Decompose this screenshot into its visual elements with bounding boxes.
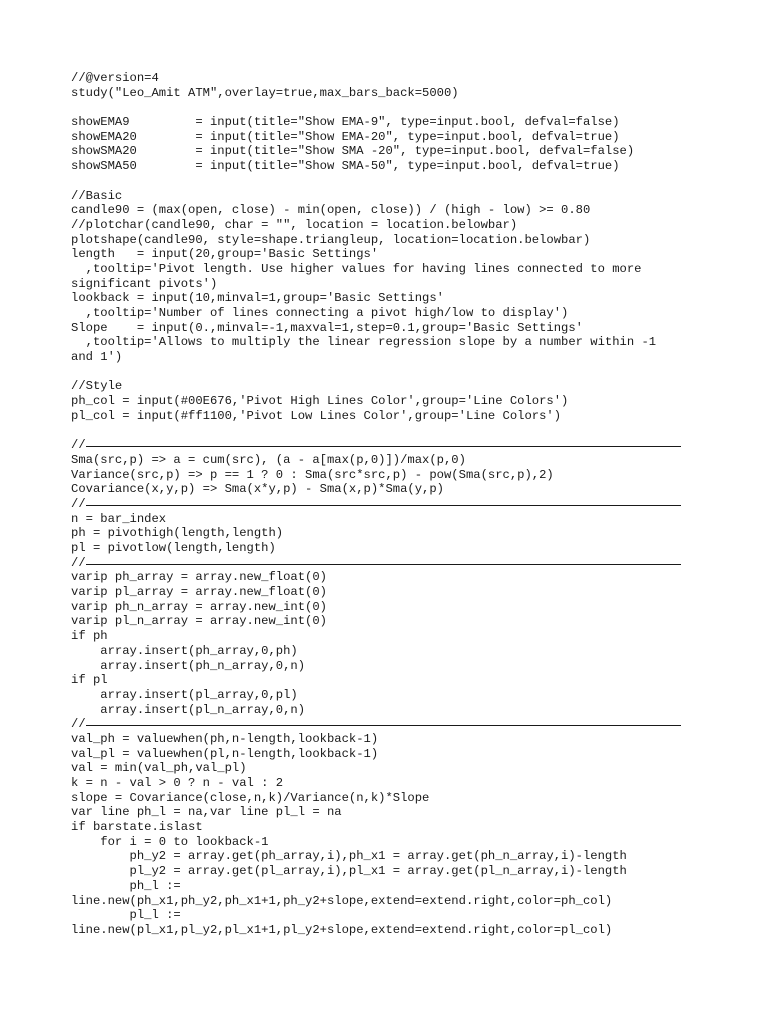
code-line: array.insert(ph_n_array,0,n) (71, 658, 306, 673)
code-line: ,tooltip='Number of lines connecting a pivot high/low to display') (71, 306, 569, 320)
code-line: Sma(src,p) => a = cum(src), (a - a[max(p,0)])/max(p,0) (71, 452, 466, 467)
code-line: val_ph = valuewhen(ph,n-length,lookback-1) (71, 731, 379, 746)
code-line: ,tooltip='Allows to multiply the linear regression slope by a number within -1 (71, 335, 657, 350)
code-line: ph = pivothigh(length,length) (71, 526, 284, 541)
code-line: val = min(val_ph,val_pl) (71, 761, 247, 776)
code-line: showSMA50 = input(title="Show SMA-50", type=input.bool, defval=true) (71, 159, 620, 174)
code-line: array.insert(pl_array,0,pl) (71, 687, 298, 702)
code-line: length = input(20,group='Basic Settings' (71, 247, 379, 262)
code-line: array.insert(pl_n_array,0,n) (71, 702, 306, 717)
code-line: varip pl_n_array = array.new_int(0) (71, 614, 327, 629)
code-line: study("Leo_Amit ATM",overlay=true,max_bars_back=5000) (71, 85, 459, 100)
code-line: if ph (71, 629, 108, 644)
code-line: ,tooltip='Pivot length. Use higher values for having lines connected to more (71, 261, 642, 276)
code-line: var line ph_l = na,var line pl_l = na (71, 805, 342, 820)
code-text: // (71, 555, 86, 570)
code-line: plotshape(candle90, style=shape.triangleup, location=location.belowbar) (71, 232, 591, 247)
code-line: pl_col = input(#ff1100,'Pivot Low Lines Color',group='Line Colors') (71, 408, 562, 423)
code-line: for i = 0 to lookback-1 (71, 834, 269, 849)
code-line: n = bar_index (71, 511, 167, 526)
code-line: varip pl_array = array.new_float(0) (71, 585, 327, 600)
code-line: Slope = input(0.,minval=-1,maxval=1,step=0.1,group='Basic Settings' (71, 320, 583, 335)
separator-comment-line (71, 717, 681, 732)
separator-rule (86, 564, 681, 565)
code-line: pl = pivotlow(length,length) (71, 541, 276, 555)
code-text: // (71, 496, 86, 511)
separator-rule (86, 725, 681, 726)
separator-rule (86, 505, 681, 506)
code-line: if pl (71, 673, 108, 688)
code-line: val_pl = valuewhen(pl,n-length,lookback-1) (71, 746, 379, 761)
code-line: slope = Covariance(close,n,k)/Variance(n,k)*Slope (71, 790, 430, 805)
code-line: showEMA9 = input(title="Show EMA-9", type=input.bool, defval=false) (71, 115, 620, 130)
code-line: line.new(pl_x1,pl_y2,pl_x1+1,pl_y2+slope,extend=extend.right,color=pl_col) (71, 922, 613, 937)
code-line: lookback = input(10,minval=1,group='Basic Settings' (71, 291, 444, 306)
code-text: // (71, 438, 86, 453)
code-line: showSMA20 = input(title="Show SMA -20", type=input.bool, defval=false) (71, 144, 635, 159)
code-line: //@version=4 (71, 71, 159, 85)
code-line: significant pivots') (71, 276, 218, 291)
code-line: //Style (71, 379, 123, 394)
code-line: ph_y2 = array.get(ph_array,i),ph_x1 = array.get(ph_n_array,i)-length (71, 849, 627, 864)
code-line: if barstate.islast (71, 820, 203, 835)
blank-line (71, 424, 681, 439)
code-line: k = n - val > 0 ? n - val : 2 (71, 776, 284, 790)
code-line: pl_l := (71, 908, 181, 923)
code-line: //plotchar(candle90, char = "", location = location.belowbar) (71, 217, 518, 232)
code-line: varip ph_array = array.new_float(0) (71, 570, 327, 585)
code-line: Covariance(x,y,p) => Sma(x*y,p) - Sma(x,p)*Sma(y,p) (71, 482, 444, 497)
code-line: array.insert(ph_array,0,ph) (71, 643, 298, 658)
separator-comment-line (71, 438, 681, 453)
code-line: ph_l := (71, 878, 181, 893)
code-line: //Basic (71, 188, 123, 203)
code-line: showEMA20 = input(title="Show EMA-20", type=input.bool, defval=true) (71, 129, 620, 144)
code-text: // (71, 717, 86, 732)
code-document (71, 71, 681, 938)
blank-line (71, 100, 681, 115)
blank-line (71, 174, 681, 189)
code-line: candle90 = (max(open, close) - min(open, close)) / (high - low) >= 0.80 (71, 203, 591, 218)
separator-comment-line (71, 497, 681, 512)
code-line: Variance(src,p) => p == 1 ? 0 : Sma(src*src,p) - pow(Sma(src,p),2) (71, 467, 554, 482)
code-line: ph_col = input(#00E676,'Pivot High Lines Color',group='Line Colors') (71, 394, 569, 409)
code-line: pl_y2 = array.get(pl_array,i),pl_x1 = array.get(pl_n_array,i)-length (71, 864, 627, 879)
separator-rule (86, 446, 681, 447)
blank-line (71, 365, 681, 380)
code-line: and 1') (71, 350, 123, 365)
separator-comment-line (71, 556, 681, 571)
code-line: varip ph_n_array = array.new_int(0) (71, 599, 327, 614)
code-line: line.new(ph_x1,ph_y2,ph_x1+1,ph_y2+slope,extend=extend.right,color=ph_col) (71, 893, 613, 908)
